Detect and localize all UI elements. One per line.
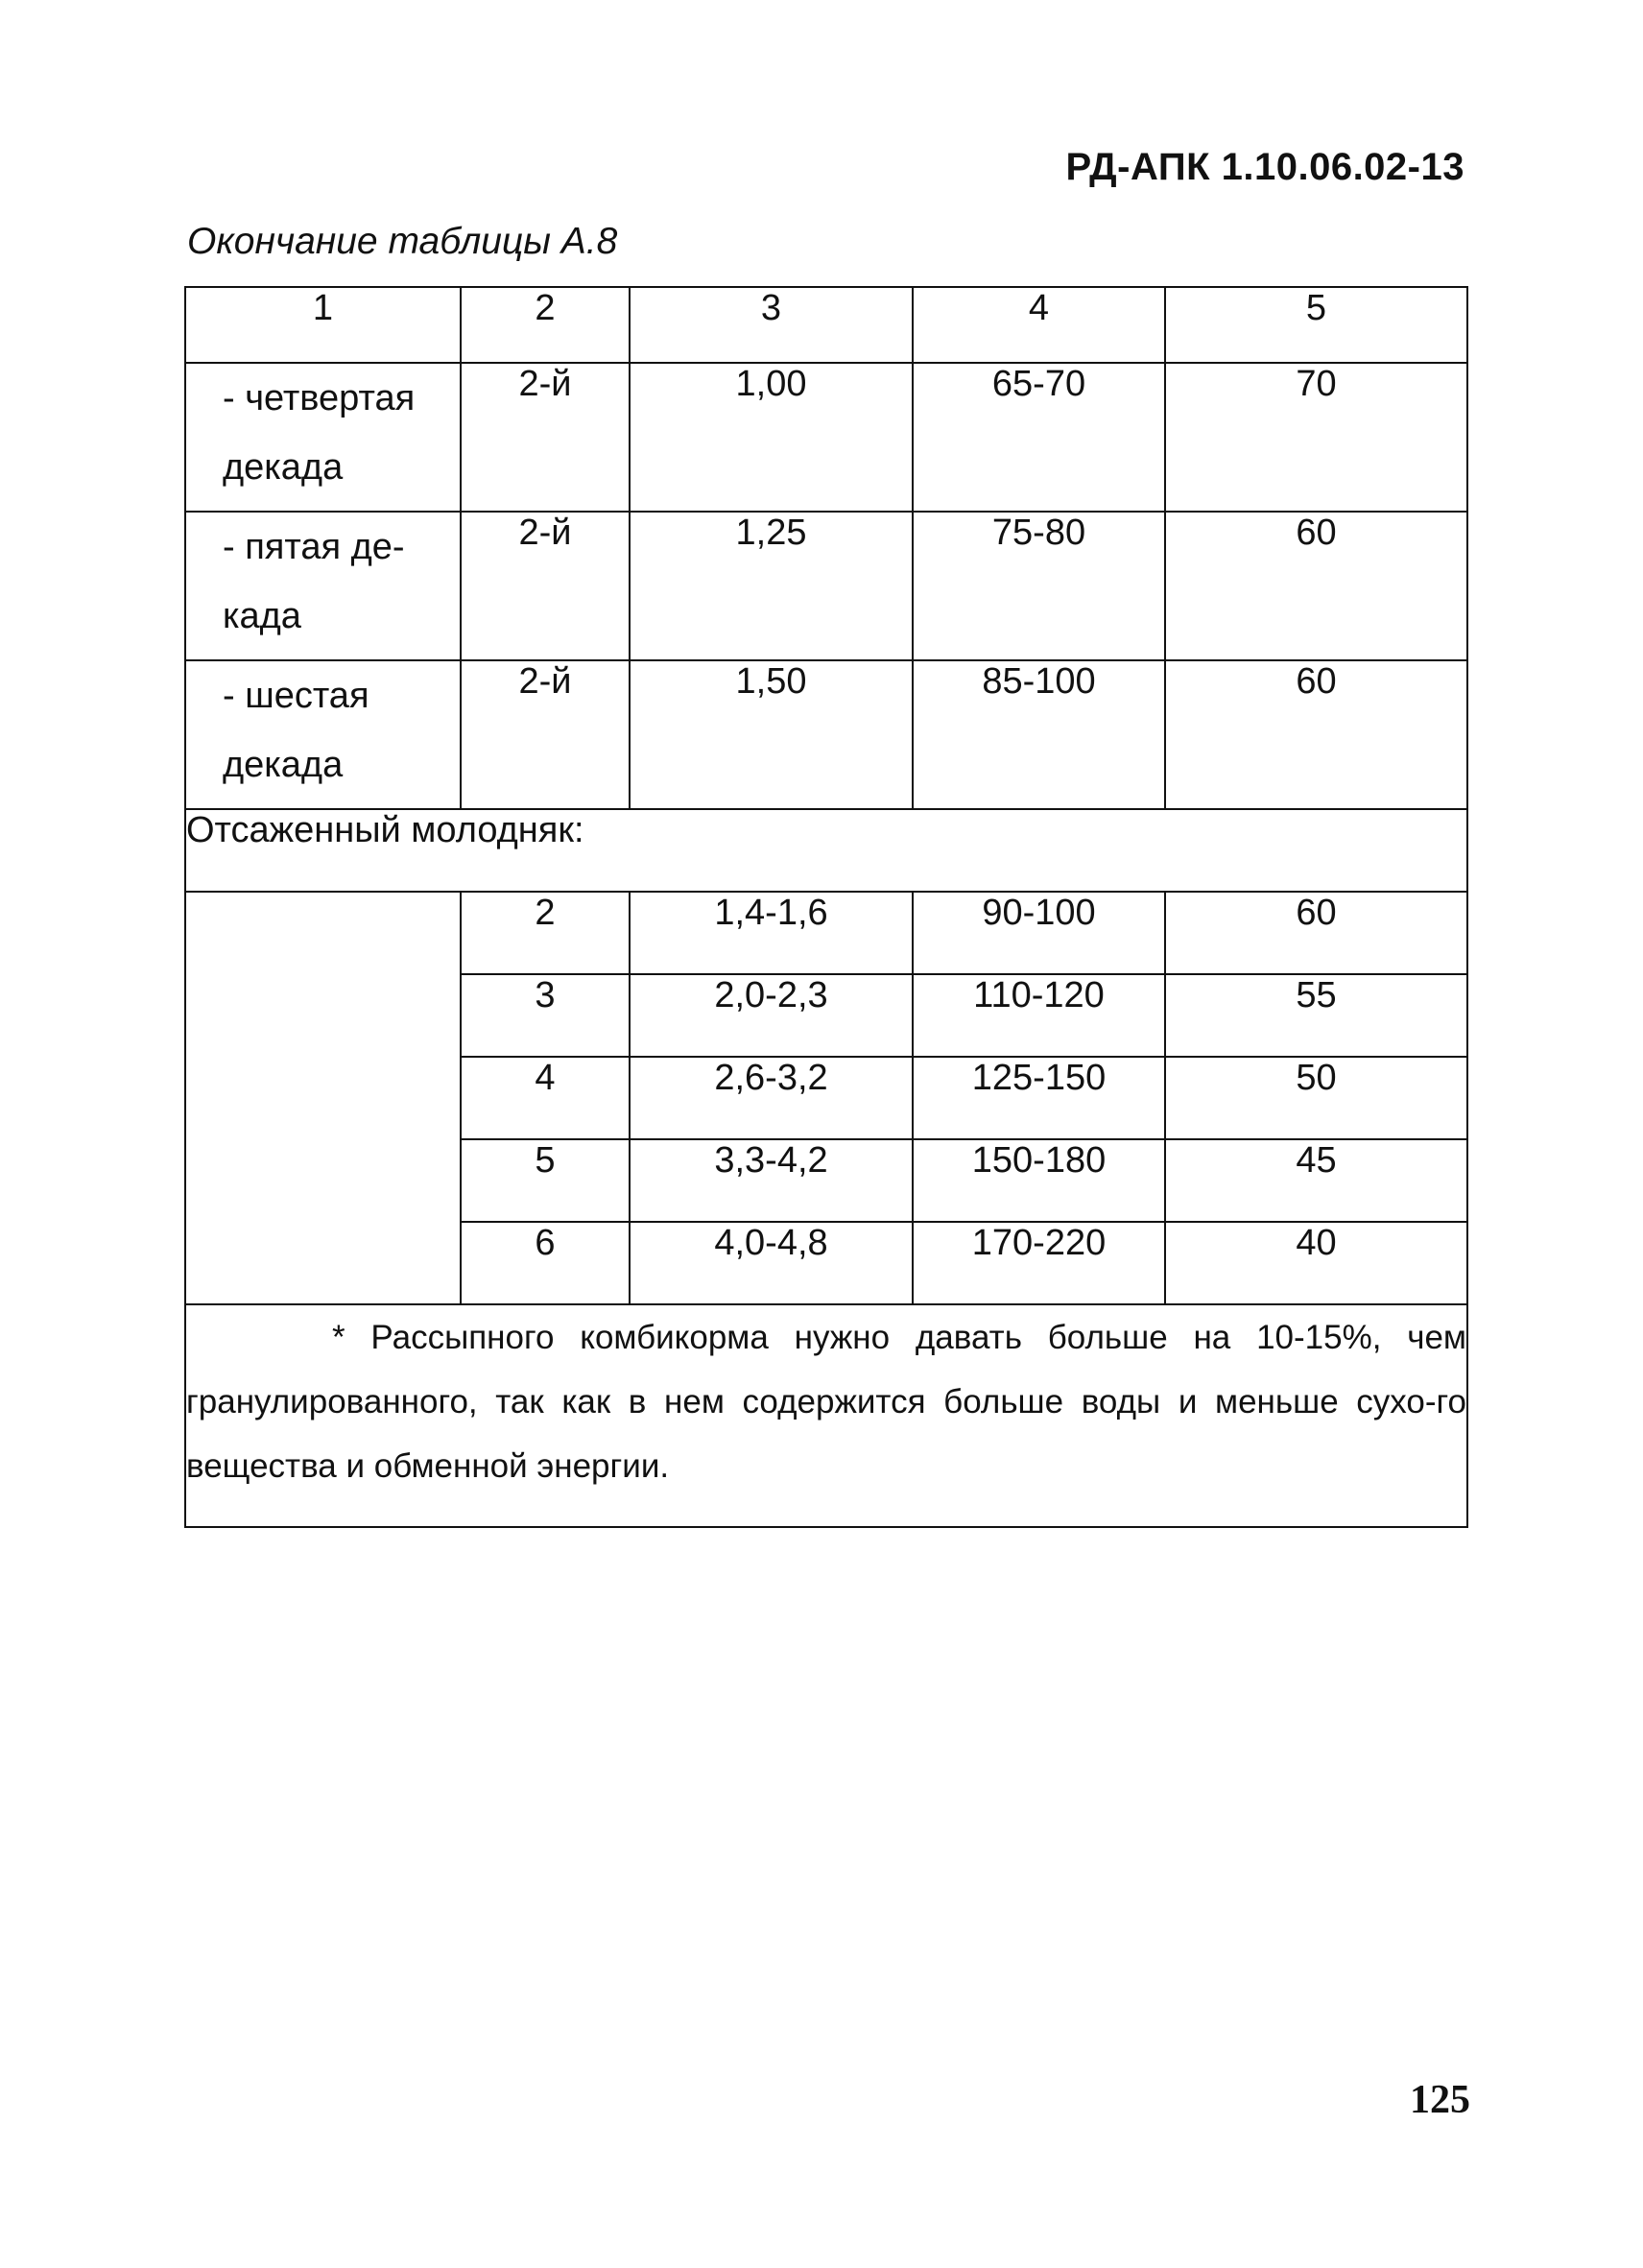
- footnote-row: [185, 1304, 1467, 1527]
- table-cell: 75-80: [913, 512, 1165, 660]
- table-cell: 60: [1165, 892, 1467, 974]
- feeding-table: [184, 286, 1468, 1528]
- table-cell: 70: [1165, 363, 1467, 512]
- table-cell: 2-й: [461, 363, 630, 512]
- table-cell: 85-100: [913, 660, 1165, 809]
- page-number: 125: [1410, 2078, 1470, 2122]
- empty-cell: [185, 892, 461, 1304]
- table-cell: 55: [1165, 974, 1467, 1057]
- table-cell: 125-150: [913, 1057, 1165, 1139]
- table-cell: 2,6-3,2: [630, 1057, 913, 1139]
- column-number: 5: [1165, 287, 1467, 363]
- table-cell: 1,00: [630, 363, 913, 512]
- table-cell: 110-120: [913, 974, 1165, 1057]
- table-cell: 5: [461, 1139, 630, 1222]
- table-cell: 6: [461, 1222, 630, 1304]
- footnote-cell: [185, 1304, 1467, 1527]
- table-cell: 3,3-4,2: [630, 1139, 913, 1222]
- table-cell: 150-180: [913, 1139, 1165, 1222]
- column-number: 3: [630, 287, 913, 363]
- table-row: [185, 363, 1467, 512]
- table-cell: 50: [1165, 1057, 1467, 1139]
- table-cell: 2: [461, 892, 630, 974]
- row-label: - пятая де-када: [185, 512, 461, 660]
- table-cell: 1,50: [630, 660, 913, 809]
- table-cell: 90-100: [913, 892, 1165, 974]
- table-cell: 2-й: [461, 512, 630, 660]
- row-label: - шестая декада: [185, 660, 461, 809]
- column-number-row: [185, 287, 1467, 363]
- table-cell: 4: [461, 1057, 630, 1139]
- table-cell: 60: [1165, 512, 1467, 660]
- column-number: 1: [185, 287, 461, 363]
- table-cell: 1,25: [630, 512, 913, 660]
- table-cell: 170-220: [913, 1222, 1165, 1304]
- table-cell: 45: [1165, 1139, 1467, 1222]
- table-row: [185, 660, 1467, 809]
- group-header-row: [185, 809, 1467, 892]
- document-code: РД-АПК 1.10.06.02-13: [1065, 146, 1464, 188]
- table-row: [185, 512, 1467, 660]
- table-cell: 65-70: [913, 363, 1165, 512]
- table-cell: 1,4-1,6: [630, 892, 913, 974]
- table-cell: 40: [1165, 1222, 1467, 1304]
- column-number: 2: [461, 287, 630, 363]
- group-label: Отсаженный молодняк:: [185, 809, 1467, 892]
- table-row: [185, 892, 1467, 974]
- table-cell: 60: [1165, 660, 1467, 809]
- row-label: - четвертая декада: [185, 363, 461, 512]
- footnote: * Рассыпного комбикорма нужно давать больше на 10-15%, чем гранулированного, так как в нем содержится больше воды и меньше сухо-го вещества и обменной энергии.: [186, 1319, 1466, 1485]
- table-cell: 3: [461, 974, 630, 1057]
- table-cell: 2-й: [461, 660, 630, 809]
- column-number: 4: [913, 287, 1165, 363]
- table-cell: 2,0-2,3: [630, 974, 913, 1057]
- table-caption: Окончание таблицы А.8: [187, 221, 618, 262]
- table-cell: 4,0-4,8: [630, 1222, 913, 1304]
